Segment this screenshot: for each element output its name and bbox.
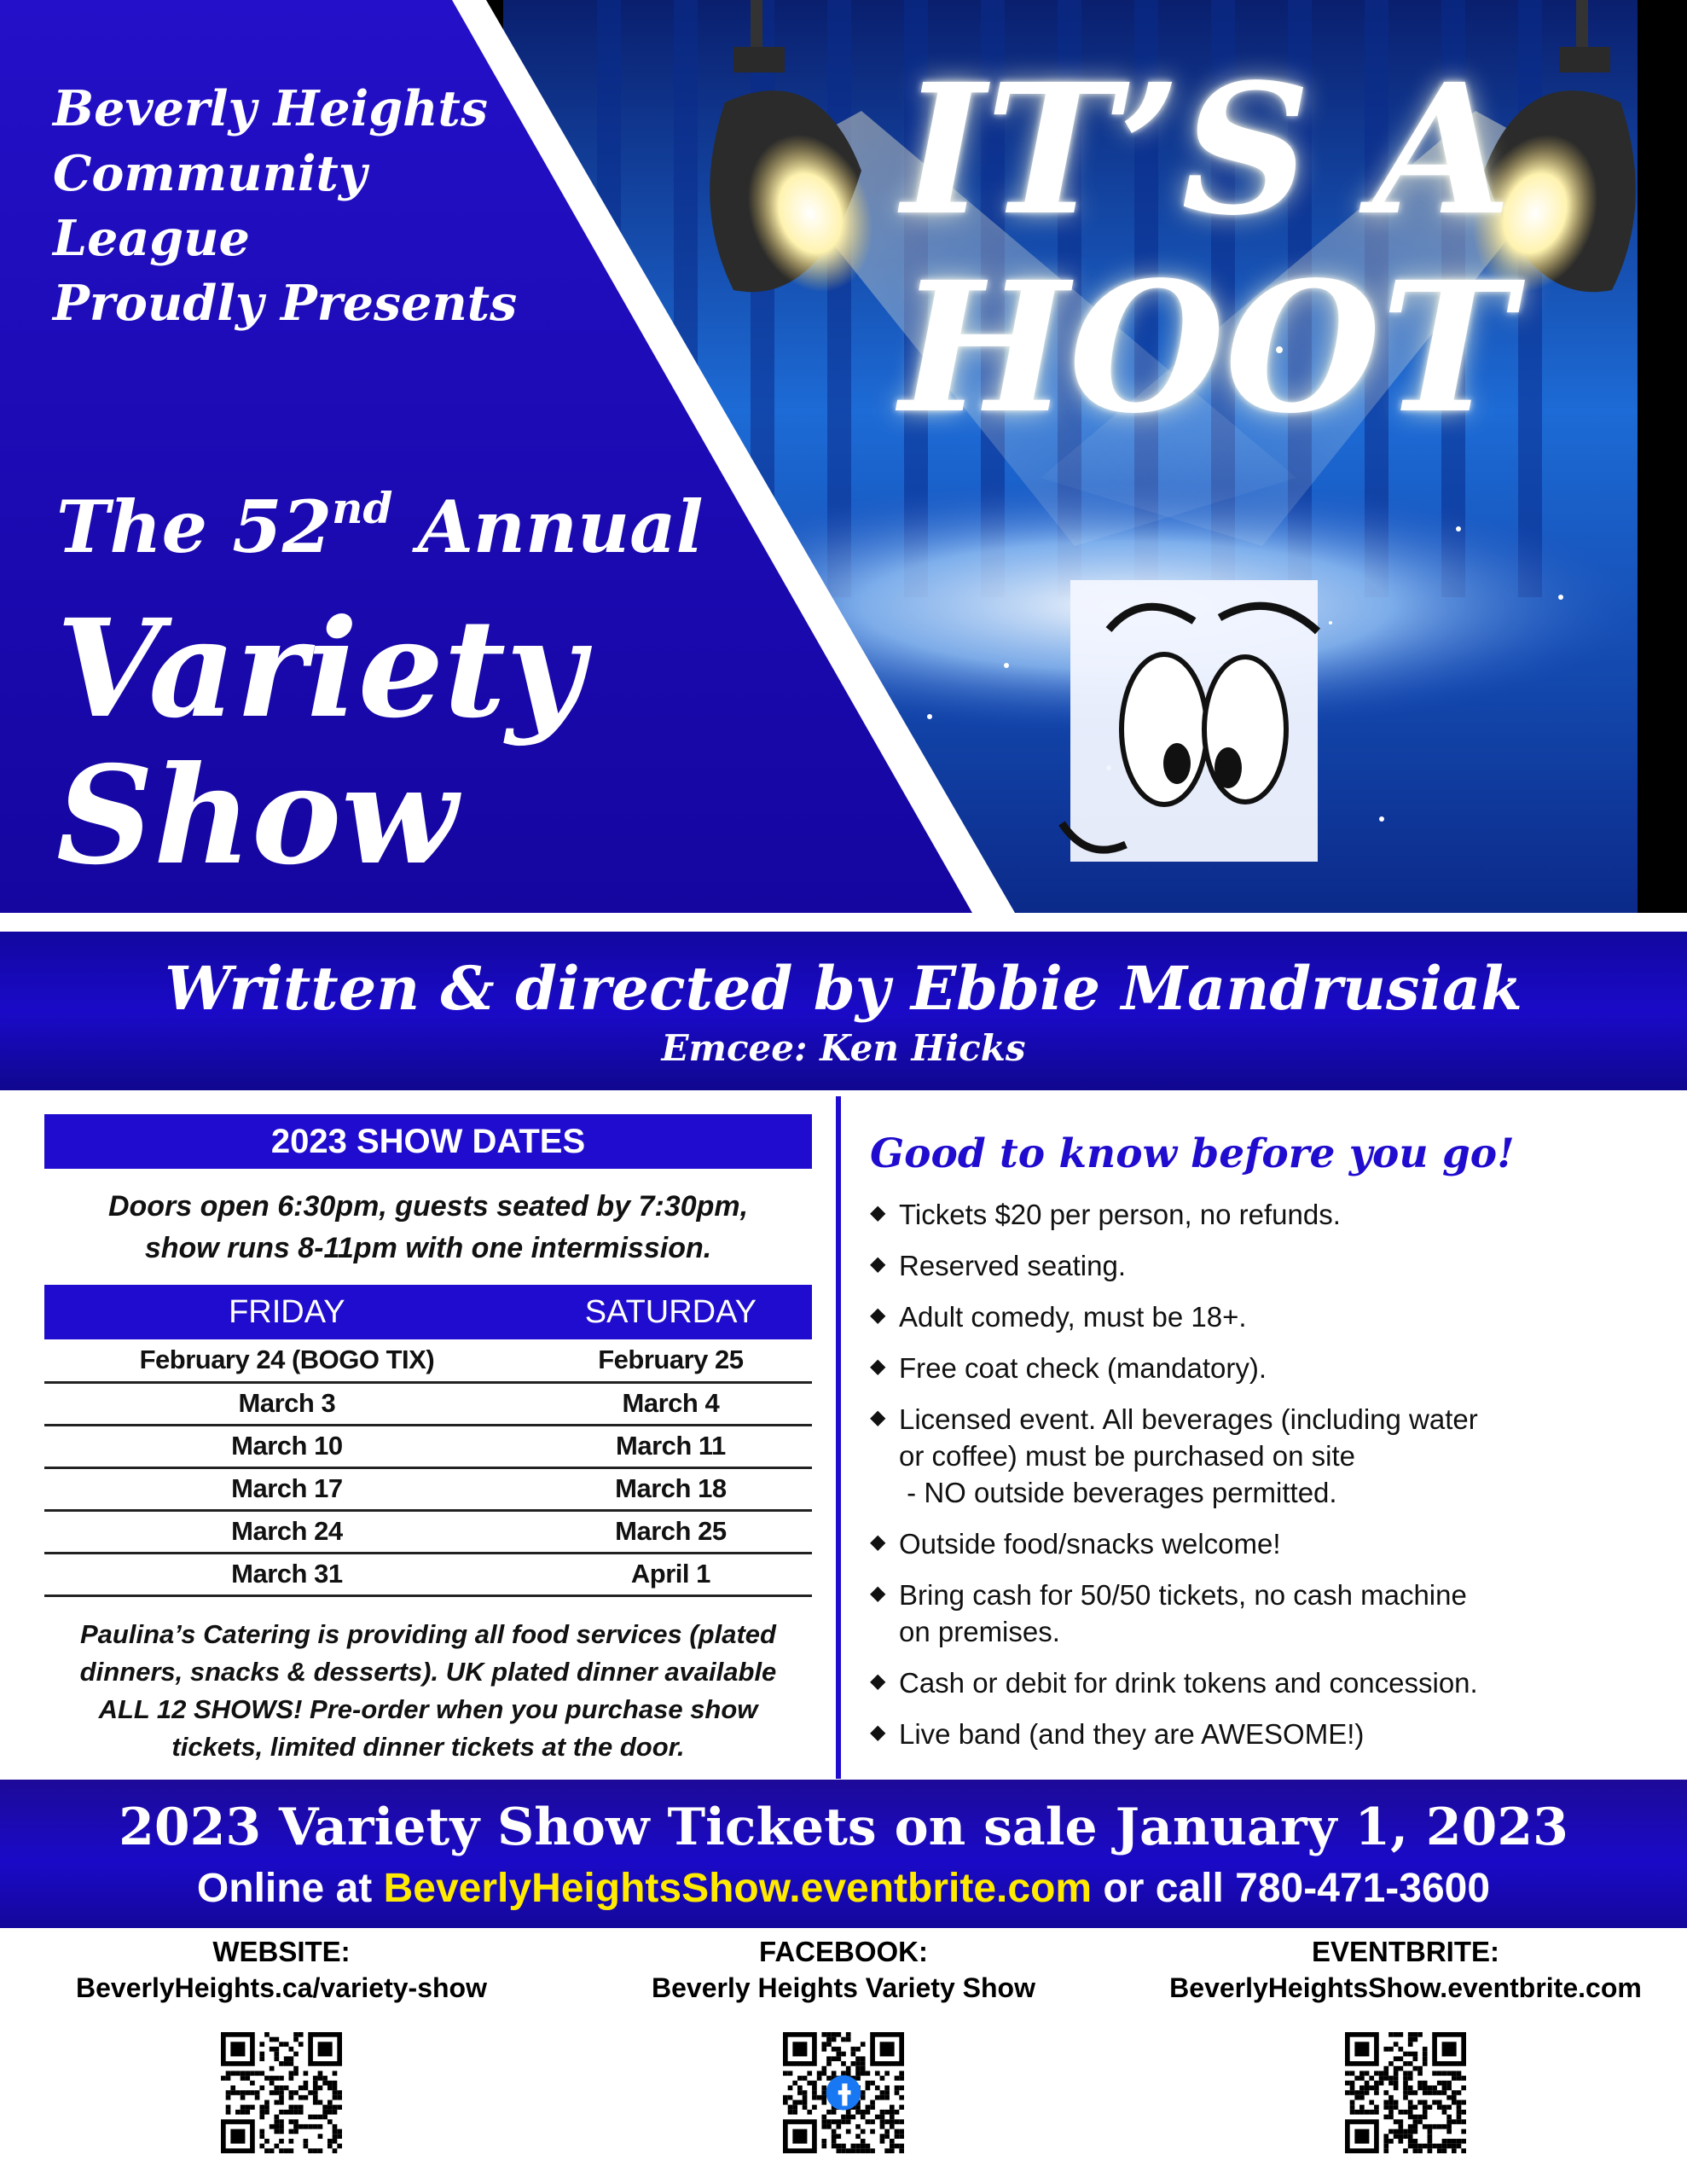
footer-eventbrite <box>1124 1935 1687 2158</box>
diamond-bullet-icon: ◆ <box>870 1201 886 1224</box>
good-to-know-line: Tickets $20 per person, no refunds. <box>899 1199 1341 1230</box>
saturday-date: March 25 <box>530 1510 812 1553</box>
table-row <box>44 1467 812 1510</box>
good-to-know-title: Good to know before you go! <box>870 1130 1515 1177</box>
variety-heading: Variety <box>56 590 585 748</box>
friday-date: March 3 <box>44 1382 530 1425</box>
catering-line: Paulina’s Catering is providing all food services (plated <box>80 1618 776 1649</box>
table-header-row <box>44 1285 812 1339</box>
phone-text: or call 780-471-3600 <box>1092 1866 1491 1911</box>
show-dates-section <box>44 1114 812 1780</box>
good-to-know-list <box>870 1196 1638 1752</box>
good-to-know-item <box>870 1247 1638 1284</box>
presenter-line: Proudly Presents <box>53 275 518 332</box>
saturday-date: February 25 <box>530 1339 812 1382</box>
show-dates-table <box>44 1285 812 1597</box>
friday-date: March 24 <box>44 1510 530 1553</box>
table-row <box>44 1553 812 1595</box>
saturday-date: April 1 <box>530 1553 812 1595</box>
online-prefix: Online at <box>196 1866 384 1911</box>
presenter-text <box>53 77 582 336</box>
good-to-know-line: Cash or debit for drink tokens and concession. <box>899 1667 1478 1699</box>
good-to-know-item <box>870 1196 1638 1233</box>
diamond-bullet-icon: ◆ <box>870 1670 886 1693</box>
table-row <box>44 1339 812 1382</box>
written-directed-credit: Written & directed by Ebbie Mandrusiak <box>165 953 1522 1024</box>
table-row <box>44 1510 812 1553</box>
annual-prefix: The 52 <box>56 485 333 569</box>
good-to-know-line: or coffee) must be purchased on site <box>899 1440 1356 1472</box>
table-row <box>44 1382 812 1425</box>
good-to-know-line: Outside food/snacks welcome! <box>899 1528 1281 1560</box>
good-to-know-line: Live band (and they are AWESOME!) <box>899 1718 1365 1750</box>
good-to-know-section <box>870 1124 1638 1767</box>
emcee-credit: Emcee: Ken Hicks <box>661 1027 1026 1069</box>
saturday-date: March 11 <box>530 1425 812 1467</box>
qr-code-icon[interactable] <box>221 2032 342 2153</box>
diamond-bullet-icon: ◆ <box>870 1406 886 1429</box>
good-to-know-item <box>870 1716 1638 1752</box>
footer-website <box>0 1935 563 2158</box>
good-to-know-line: Licensed event. All beverages (including water <box>899 1403 1478 1435</box>
qr-code-facebook-icon[interactable] <box>783 2032 904 2153</box>
show-title <box>853 44 1561 453</box>
good-to-know-line: - NO outside beverages permitted. <box>899 1477 1337 1508</box>
diamond-bullet-icon: ◆ <box>870 1355 886 1378</box>
good-to-know-item <box>870 1525 1638 1562</box>
footer-facebook <box>562 1935 1125 2158</box>
tickets-band <box>0 1780 1687 1928</box>
doors-info-line: Doors open 6:30pm, guests seated by 7:30pm, <box>107 1190 749 1223</box>
column-header-saturday: SATURDAY <box>530 1285 812 1339</box>
catering-note <box>44 1616 812 1766</box>
presenter-line: League <box>53 210 250 267</box>
diamond-bullet-icon: ◆ <box>870 1582 886 1605</box>
footer-label: FACEBOOK: <box>759 1936 928 1967</box>
eventbrite-footer-link[interactable]: BeverlyHeightsShow.eventbrite.com <box>1169 1972 1642 2003</box>
show-title-line2: HOOT <box>899 242 1515 453</box>
doors-info <box>44 1186 812 1269</box>
annual-suffix: Annual <box>392 485 704 569</box>
presenter-line: Beverly Heights <box>53 80 488 137</box>
facebook-link[interactable]: Beverly Heights Variety Show <box>652 1972 1035 2003</box>
column-header-friday: FRIDAY <box>44 1285 530 1339</box>
catering-line: dinners, snacks & desserts). UK plated dinner available <box>79 1656 777 1687</box>
footer-label: WEBSITE: <box>212 1936 351 1967</box>
good-to-know-line: Adult comedy, must be 18+. <box>899 1301 1247 1333</box>
show-title-line1: IT’S A <box>901 44 1512 255</box>
table-row <box>44 1425 812 1467</box>
annual-superscript: nd <box>332 483 393 533</box>
qr-code-icon[interactable] <box>1345 2032 1466 2153</box>
good-to-know-line: Reserved seating. <box>899 1250 1126 1281</box>
friday-date: March 10 <box>44 1425 530 1467</box>
footer-label: EVENTBRITE: <box>1311 1936 1499 1967</box>
friday-date: February 24 (BOGO TIX) <box>44 1339 530 1382</box>
good-to-know-item <box>870 1350 1638 1386</box>
good-to-know-line: on premises. <box>899 1616 1060 1647</box>
column-divider <box>836 1096 841 1779</box>
catering-line: tickets, limited dinner tickets at the door. <box>171 1731 685 1762</box>
catering-line: ALL 12 SHOWS! Pre-order when you purchase show <box>98 1693 758 1724</box>
annual-heading <box>56 485 703 580</box>
diamond-bullet-icon: ◆ <box>870 1252 886 1275</box>
good-to-know-line: Free coat check (mandatory). <box>899 1352 1267 1384</box>
good-to-know-line: Bring cash for 50/50 tickets, no cash machine <box>899 1579 1467 1611</box>
good-to-know-item <box>870 1298 1638 1335</box>
smiling-face-icon <box>1062 580 1318 862</box>
friday-date: March 31 <box>44 1553 530 1595</box>
diamond-bullet-icon: ◆ <box>870 1304 886 1327</box>
show-heading: Show <box>56 737 458 895</box>
tickets-on-sale-headline: 2023 Variety Show Tickets on sale January 1, 2023 <box>119 1798 1568 1857</box>
saturday-date: March 18 <box>530 1467 812 1510</box>
good-to-know-item <box>870 1577 1638 1650</box>
eventbrite-link[interactable]: BeverlyHeightsShow.eventbrite.com <box>383 1866 1093 1911</box>
diamond-bullet-icon: ◆ <box>870 1721 886 1744</box>
credits-band <box>0 932 1687 1090</box>
website-link[interactable]: BeverlyHeights.ca/variety-show <box>76 1972 487 2003</box>
saturday-date: March 4 <box>530 1382 812 1425</box>
presenter-line: Community <box>53 145 367 202</box>
doors-info-line: show runs 8-11pm with one intermission. <box>144 1232 712 1264</box>
good-to-know-item <box>870 1401 1638 1511</box>
friday-date: March 17 <box>44 1467 530 1510</box>
diamond-bullet-icon: ◆ <box>870 1531 886 1554</box>
online-purchase-line <box>0 1863 1687 1914</box>
show-dates-header: 2023 SHOW DATES <box>44 1114 812 1169</box>
hero-banner <box>0 0 1687 930</box>
good-to-know-item <box>870 1664 1638 1701</box>
